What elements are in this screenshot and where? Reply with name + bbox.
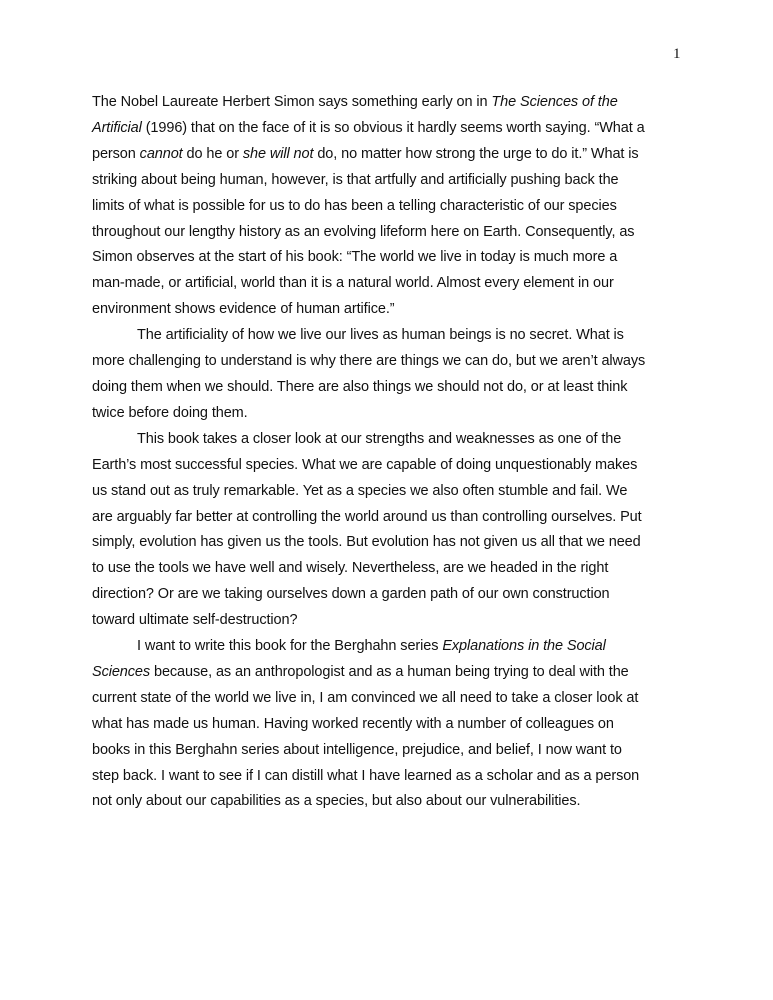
text-run: limits of what is possible for us to do has been a telling characteristic of our species (92, 197, 617, 214)
text-line (92, 427, 692, 453)
text-line (92, 271, 692, 297)
paragraph-2 (92, 323, 692, 427)
text-run: do, no matter how strong the urge to do it.” What is (313, 145, 639, 162)
text-line (92, 738, 692, 764)
text-line (92, 764, 692, 790)
text-line (92, 582, 692, 608)
text-line (92, 556, 692, 582)
italic-text: The Sciences of the (491, 94, 618, 110)
text-line (92, 245, 692, 271)
text-run: The artificiality of how we live our lives as human beings is no secret. What is (137, 327, 624, 344)
paragraph-4 (92, 634, 692, 815)
italic-text: Explanations in the Social (442, 638, 606, 655)
text-line (92, 297, 692, 323)
text-line (92, 479, 692, 505)
text-run: twice before doing them. (92, 404, 248, 421)
text-run: not only about our capabilities as a species, but also about our vulnerabilities. (92, 793, 581, 810)
paragraph-3 (92, 427, 692, 634)
text-run: person (92, 145, 140, 162)
text-line (92, 194, 692, 220)
paragraph-1 (92, 90, 692, 323)
text-line (92, 401, 692, 427)
text-run: toward ultimate self-destruction? (92, 612, 298, 629)
text-run: to use the tools we have well and wisely. Nevertheless, are we headed in the right (92, 560, 609, 577)
document-body (92, 90, 692, 815)
text-run: current state of the world we live in, I am convinced we all need to take a closer look at (92, 689, 639, 706)
text-run: throughout our lengthy history as an evolving lifeform here on Earth. Consequently, as (92, 223, 635, 240)
text-run: Simon observes at the start of his book: “The world we live in today is much more a (92, 249, 618, 266)
text-run: The Nobel Laureate Herbert Simon says something early on in (92, 94, 492, 110)
text-run: because, as an anthropologist and as a human being trying to deal with the (150, 663, 629, 680)
text-run: direction? Or are we taking ourselves down a garden path of our own construction (92, 586, 610, 603)
text-line (92, 634, 692, 660)
text-line (92, 220, 692, 246)
text-run: us stand out as truly remarkable. Yet as a species we also often stumble and fail. We (92, 482, 628, 499)
text-line (92, 349, 692, 375)
text-run: step back. I want to see if I can distill what I have learned as a scholar and as a person (92, 767, 640, 784)
text-run: Earth’s most successful species. What we are capable of doing unquestionably makes (92, 456, 638, 473)
text-line (92, 686, 692, 712)
text-run: what has made us human. Having worked recently with a number of colleagues on (92, 715, 614, 732)
text-run: are arguably far better at controlling the world around us than controlling ourselves. Put (92, 508, 642, 525)
text-line (92, 530, 692, 556)
text-line (92, 323, 692, 349)
page-number: 1 (673, 46, 681, 62)
text-run: I want to write this book for the Berghahn series (137, 638, 443, 655)
italic-text: cannot (139, 145, 183, 162)
text-run: books in this Berghahn series about intelligence, prejudice, and belief, I now want to (92, 741, 622, 758)
text-line (92, 116, 692, 142)
text-run: environment shows evidence of human artifice.” (92, 301, 395, 318)
text-run: do he or (182, 145, 243, 162)
text-line (92, 375, 692, 401)
italic-text: she will not (242, 145, 314, 162)
text-run: (1996) that on the face of it is so obvious it hardly seems worth saying. “What a (141, 119, 645, 136)
text-line (92, 142, 692, 168)
text-line (92, 505, 692, 531)
text-run: man-made, or artificial, world than it is a natural world. Almost every element in our (92, 275, 614, 292)
text-line (92, 608, 692, 634)
text-run: more challenging to understand is why there are things we can do, but we aren’t always (92, 353, 646, 370)
text-line (92, 660, 692, 686)
text-line (92, 168, 692, 194)
text-run: simply, evolution has given us the tools. But evolution has not given us all that we need (92, 534, 641, 551)
text-line (92, 712, 692, 738)
text-line (92, 453, 692, 479)
text-run: striking about being human, however, is that artfully and artificially pushing back the (92, 171, 619, 188)
italic-text: Artificial (92, 119, 142, 136)
text-run: This book takes a closer look at our strengths and weaknesses as one of the (137, 430, 622, 447)
italic-text: Sciences (92, 663, 151, 680)
text-line (92, 90, 692, 116)
text-line (92, 789, 692, 815)
text-run: doing them when we should. There are also things we should not do, or at least think (92, 378, 628, 395)
